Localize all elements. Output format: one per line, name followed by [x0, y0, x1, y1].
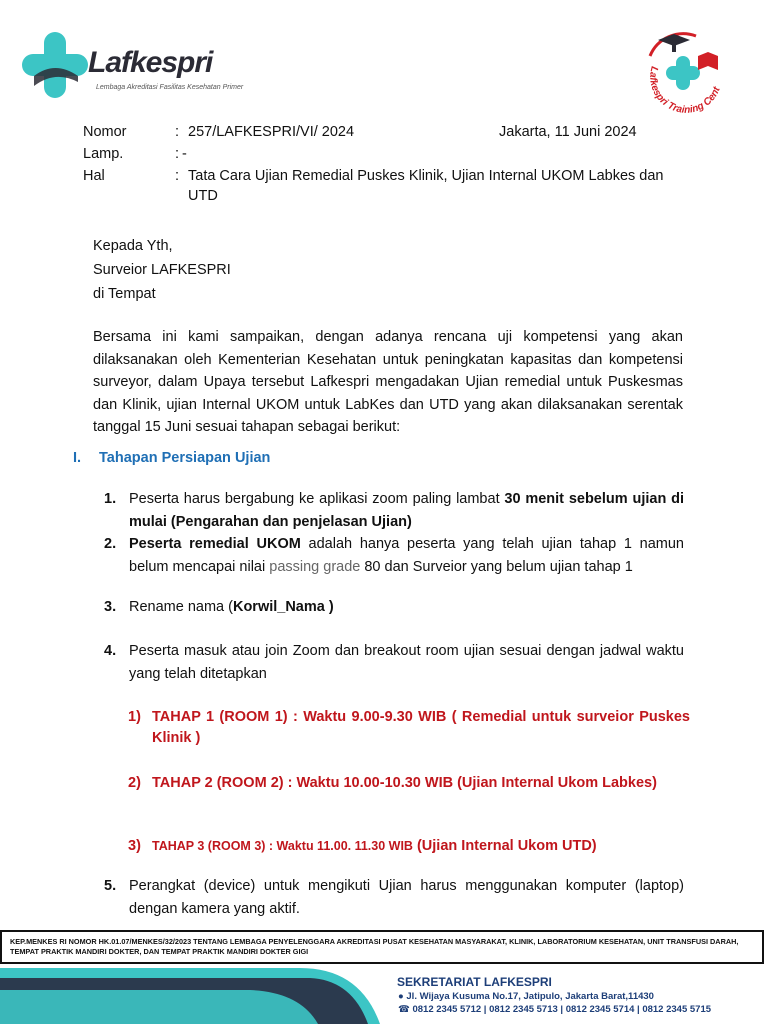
item-number: 1. — [104, 491, 117, 507]
item-number: 5. — [104, 878, 117, 894]
tahap-text: TAHAP 1 (ROOM 1) : Waktu 9.00-9.30 WIB ( Remedial untuk surveior Puskes Klinik ) — [152, 709, 690, 746]
item-text: Peserta harus bergabung ke aplikasi zoom paling lambat — [129, 491, 505, 507]
tahap-number: 2) — [128, 775, 141, 791]
nomor-label: Nomor — [83, 124, 127, 140]
training-center-seal — [636, 26, 732, 122]
medical-cross-icon — [20, 30, 90, 100]
item-text-end: 80 dan Surveior yang belum ujian tahap 1 — [360, 558, 633, 575]
address-text: Jl. Wijaya Kusuma No.17, Jatipulo, Jakarta Barat,11430 — [406, 991, 654, 1002]
item-text: Peserta masuk atau join Zoom dan breakout room ujian sesuai dengan jadwal waktu yang telah ditetapkan — [129, 643, 684, 682]
tahap-item-3 — [128, 836, 690, 857]
passing-grade-term: passing grade — [269, 558, 361, 575]
sekretariat-title: SEKRETARIAT LAFKESPRI — [397, 975, 552, 989]
hal-line-2: UTD — [188, 188, 218, 204]
recipient — [93, 234, 231, 306]
tahap-number: 1) — [128, 709, 141, 725]
lafkespri-logo — [20, 30, 244, 100]
seal-text: Lafkespri Training Cent — [647, 65, 723, 116]
list-item-4 — [104, 640, 684, 685]
tahap-number: 3) — [128, 838, 141, 854]
tahap-text-small: TAHAP 3 (ROOM 3) : Waktu 11.00. 11.30 WIB — [152, 839, 413, 853]
nomor-colon: : — [175, 124, 180, 140]
tahap-item-1 — [128, 707, 690, 749]
tahap-text: (Ujian Internal Ukom UTD) — [412, 838, 597, 854]
item-bold: Peserta remedial UKOM — [129, 536, 301, 552]
place-date: Jakarta, 11 Juni 2024 — [499, 124, 637, 140]
section-title: Tahapan Persiapan Ujian — [99, 450, 271, 466]
list-item-3 — [104, 596, 684, 619]
hal-label: Hal — [83, 168, 105, 184]
item-number: 2. — [104, 536, 117, 552]
item-text: Rename nama ( — [129, 599, 233, 615]
phone-text: 0812 2345 5712 | 0812 2345 5713 | 0812 2345 5714 | 0812 2345 5715 — [412, 1004, 712, 1015]
brand-tagline: Lembaga Akreditasi Fasilitas Kesehatan Primer — [96, 84, 244, 91]
item-text: adalah hanya peserta yang telah ujian tahap 1 namun belum mencapai nilai — [129, 536, 684, 575]
tahap-text: TAHAP 2 (ROOM 2) : Waktu 10.00-10.30 WIB (Ujian Internal Ukom Labkes) — [152, 775, 657, 791]
section-number: I. — [73, 450, 82, 466]
item-number: 4. — [104, 643, 117, 659]
recipient-line-1: Kepada Yth, — [93, 238, 173, 254]
phone-line — [398, 1004, 711, 1015]
lamp-label: Lamp. — [83, 146, 124, 162]
list-item-5 — [104, 875, 684, 920]
item-text: Perangkat (device) untuk mengikuti Ujian harus menggunakan komputer (laptop) dengan kamera yang aktif. — [129, 878, 684, 917]
regulation-box: KEP.MENKES RI NOMOR HK.01.07/MENKES/32/2023 TENTANG LEMBAGA PENYELENGGARA AKREDITASI PUSAT KESEHATAN MASYARAKAT, KLINIK, LABORATORIUM KESEHATAN, UNIT TRANSFUSI DARAH, TEMPAT PRAKTIK MANDIRI DOKTER, DAN TEMPAT PRAKTIK MANDIRI DOKTER GIGI — [0, 930, 764, 964]
tahap-item-2 — [128, 773, 690, 794]
section-heading — [73, 450, 270, 466]
nomor-value: 257/LAFKESPRI/VI/ 2024 — [188, 124, 355, 140]
location-pin-icon: ● — [398, 991, 404, 1002]
item-bold: 30 menit sebelum ujian di mulai (Pengarahan dan penjelasan Ujian) — [129, 491, 684, 530]
address-line — [398, 991, 654, 1002]
item-number: 3. — [104, 599, 117, 615]
hal-colon: : — [175, 168, 180, 184]
recipient-line-2: Surveior LAFKESPRI — [93, 262, 231, 278]
list-item-2 — [104, 533, 684, 578]
phone-icon: ☎ — [398, 1004, 410, 1015]
item-bold: Korwil_Nama ) — [232, 599, 334, 615]
lamp-colon: : — [175, 146, 180, 162]
list-item-1 — [104, 488, 684, 533]
brand-name: Lafkespri — [88, 46, 213, 79]
hal-line-1: Tata Cara Ujian Remedial Puskes Klinik, Ujian Internal UKOM Labkes dan — [188, 168, 664, 184]
seal-icon — [636, 26, 732, 122]
recipient-line-3: di Tempat — [93, 286, 156, 302]
intro-paragraph: Bersama ini kami sampaikan, dengan adanya rencana uji kompetensi yang akan dilaksanakan oleh Kementerian Kesehatan untuk peningkatan kapasitas dan kompetensi surveyor, dalam Upaya tersebut Lafkespri mengadakan Ujian remedial untuk Puskesmas dan Klinik, ujian Internal UKOM untuk LabKes dan UTD yang akan dilaksanakan serentak tanggal 15 Juni sesuai tahapan sebagai berikut: — [93, 329, 683, 435]
lamp-value: - — [182, 146, 187, 162]
